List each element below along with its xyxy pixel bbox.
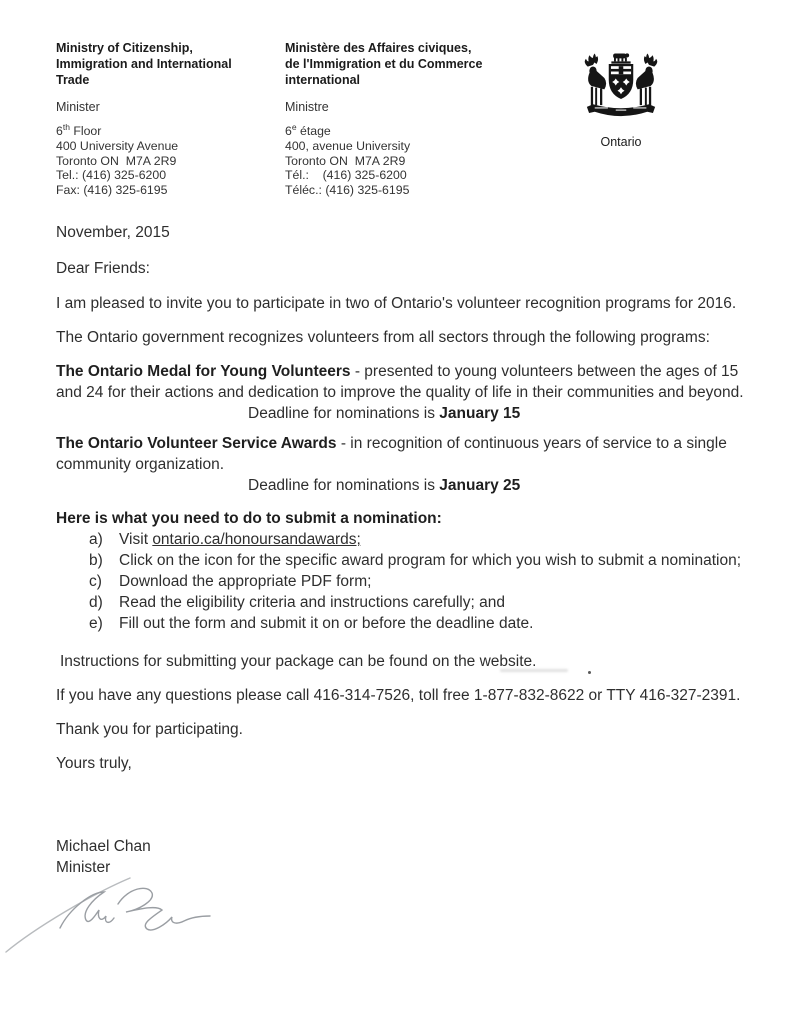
list-item-a bbox=[56, 529, 746, 550]
signer-title: Minister bbox=[56, 859, 111, 876]
paragraph-thanks: Thank you for participating. bbox=[56, 721, 243, 738]
ministry-name-fr-line2: de l'Immigration et du Commerce bbox=[285, 57, 483, 71]
address-en-street: 400 University Avenue bbox=[56, 138, 179, 153]
address-fr-city: Toronto ON M7A 2R9 bbox=[285, 153, 406, 168]
address-fr bbox=[285, 121, 535, 198]
signer-name: Michael Chan bbox=[56, 838, 151, 855]
closing: Yours truly, bbox=[56, 755, 132, 772]
list-marker: b) bbox=[89, 552, 103, 569]
deadline-label: Deadline for nominations is bbox=[248, 477, 440, 494]
address-en bbox=[56, 121, 276, 198]
floor-number: 6 bbox=[285, 124, 292, 138]
ontario-coat-of-arms-icon bbox=[577, 50, 665, 134]
salutation: Dear Friends: bbox=[56, 260, 150, 277]
list-item-text: Download the appropriate PDF form; bbox=[119, 573, 372, 590]
steps-heading: Here is what you need to do to submit a nomination: bbox=[56, 510, 442, 527]
role-fr: Ministre bbox=[285, 100, 329, 114]
list-item-text: Click on the icon for the specific award program for which you wish to submit a nomination; bbox=[119, 552, 742, 569]
list-marker: c) bbox=[89, 573, 102, 590]
awards-program-title: The Ontario Volunteer Service Awards bbox=[56, 435, 337, 452]
awards-deadline-date: January 25 bbox=[439, 477, 521, 494]
phone-fr: Tél.: (416) 325-6200 bbox=[285, 168, 407, 183]
nomination-steps-list bbox=[56, 529, 746, 634]
list-marker: e) bbox=[89, 615, 103, 632]
list-item-text: Read the eligibility criteria and instructions carefully; and bbox=[119, 594, 505, 611]
ontario-wordmark: Ontario bbox=[600, 135, 642, 149]
list-item-d bbox=[56, 592, 746, 613]
letter-body bbox=[56, 222, 746, 878]
ontario-logo bbox=[576, 50, 666, 149]
letterhead-french bbox=[285, 40, 535, 198]
list-item-text: Fill out the form and submit it on or before the deadline date. bbox=[119, 615, 534, 632]
paragraph-medal bbox=[56, 361, 746, 403]
phone-en: Tel.: (416) 325-6200 bbox=[56, 168, 167, 183]
paragraph-intro: I am pleased to invite you to participate in two of Ontario's volunteer recognition programs for 2016. bbox=[56, 295, 737, 312]
paragraph-awards bbox=[56, 433, 746, 475]
list-item-text bbox=[119, 529, 746, 550]
address-en-floor bbox=[56, 121, 276, 139]
paragraph-programs: The Ontario government recognizes volunteers from all sectors through the following programs: bbox=[56, 329, 710, 346]
ministry-name-en-line1: Ministry of Citizenship, bbox=[56, 41, 193, 55]
fax-en: Fax: (416) 325-6195 bbox=[56, 183, 168, 198]
floor-number: 6 bbox=[56, 124, 63, 138]
ministry-name-fr bbox=[285, 40, 535, 88]
ministry-name-en-line3: Trade bbox=[56, 73, 90, 87]
ministry-name-fr-line1: Ministère des Affaires civiques, bbox=[285, 41, 472, 55]
list-item-c bbox=[56, 571, 746, 592]
medal-program-description: - presented to young volunteers between the ages of 15 and 24 for their actions and dedication to improve the quality of life in their communities and beyond. bbox=[56, 363, 744, 401]
letterhead-english bbox=[56, 40, 276, 198]
floor-ordinal: e bbox=[291, 121, 297, 132]
address-en-city: Toronto ON M7A 2R9 bbox=[56, 153, 177, 168]
fax-fr: Téléc.: (416) 325-6195 bbox=[285, 183, 410, 198]
list-item-e bbox=[56, 613, 746, 634]
paragraph-questions: If you have any questions please call 416-314-7526, toll free 1-877-832-8622 or TTY 416-327-2391. bbox=[56, 687, 741, 704]
list-marker: d) bbox=[89, 594, 103, 611]
list-item-b bbox=[56, 550, 746, 571]
deadline-label: Deadline for nominations is bbox=[248, 405, 440, 422]
medal-program-title: The Ontario Medal for Young Volunteers bbox=[56, 363, 351, 380]
scan-artifact bbox=[500, 669, 568, 672]
letter-date: November, 2015 bbox=[56, 224, 170, 241]
medal-deadline-line bbox=[56, 403, 746, 424]
ministry-name-fr-line3: international bbox=[285, 73, 361, 87]
medal-deadline-date: January 15 bbox=[439, 405, 521, 422]
signature-image bbox=[0, 866, 260, 954]
address-fr-street: 400, avenue University bbox=[285, 138, 411, 153]
list-marker: a) bbox=[89, 531, 103, 548]
ministry-name-en-line2: Immigration and International bbox=[56, 57, 232, 71]
awards-deadline-line bbox=[56, 475, 746, 496]
ministry-name-en bbox=[56, 40, 276, 88]
scan-artifact-dot bbox=[588, 671, 591, 674]
awards-program-description: - in recognition of continuous years of service to a single community organization. bbox=[56, 435, 727, 473]
paragraph-instructions: Instructions for submitting your package can be found on the website. bbox=[60, 653, 537, 670]
address-fr-floor bbox=[285, 121, 535, 139]
floor-word: Floor bbox=[69, 124, 102, 138]
visit-label: Visit bbox=[119, 531, 153, 548]
role-en: Minister bbox=[56, 100, 100, 114]
floor-word: étage bbox=[296, 124, 331, 138]
honours-and-awards-link[interactable]: ontario.ca/honoursandawards; bbox=[152, 531, 361, 548]
floor-ordinal: th bbox=[62, 121, 70, 132]
